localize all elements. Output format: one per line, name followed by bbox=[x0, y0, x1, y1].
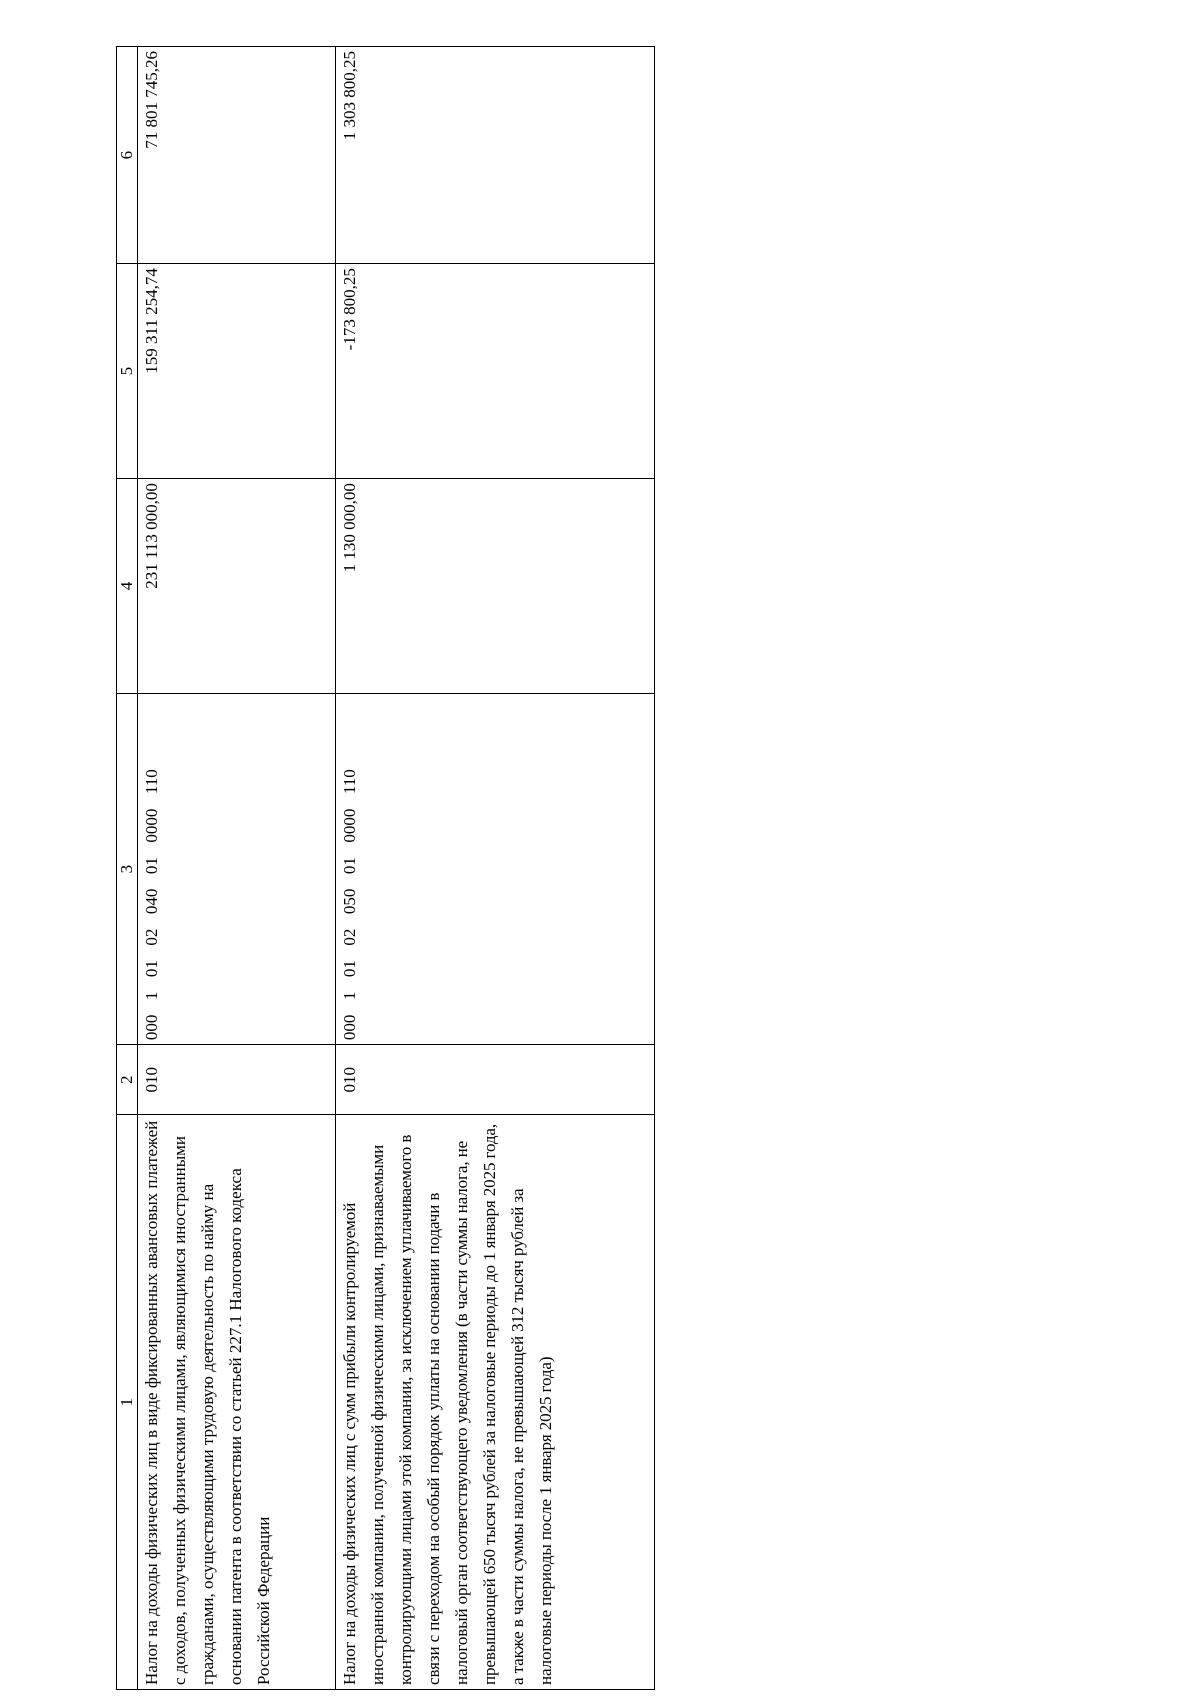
unexecuted-value: 71 801 745,26 bbox=[138, 47, 336, 264]
executed-value: -173 800,25 bbox=[336, 264, 655, 479]
income-item-name: Налог на доходы физических лиц в виде фиксированных авансовых платежей с доходов, полученных физическими лицами, являющимися иностранными гражданами, осуществляющими трудовую деятельность по найму на основании патента в соответствии со статьей 227.1 Налогового кодекса Российской Федерации bbox=[138, 1115, 336, 1690]
income-item-name: Налог на доходы физических лиц с сумм прибыли контролируемой иностранной компании, полученной физическими лицами, признаваемыми контролирующими лицами этой компании, за исключением уплачиваемого в связи с переходом на особый порядок уплаты на основании подачи в налоговый орган соответствующего уведомления (в части суммы налога, не превышающей 650 тысяч рублей за налоговые периоды до 1 января 2025 года, а также в части суммы налога, не превышающей 312 тысяч рублей за налоговые периоды после 1 января 2025 года) bbox=[336, 1115, 655, 1690]
column-number: 6 bbox=[117, 47, 138, 264]
column-number-row bbox=[117, 47, 138, 1690]
column-number: 1 bbox=[117, 1115, 138, 1690]
line-code: 010 bbox=[336, 1045, 655, 1115]
rotated-table-container bbox=[116, 46, 655, 1690]
approved-budget-value: 231 113 000,00 bbox=[138, 479, 336, 694]
budget-classification-code: 000 1 01 02 050 01 0000 110 bbox=[336, 694, 655, 1045]
budget-classification-code: 000 1 01 02 040 01 0000 110 bbox=[138, 694, 336, 1045]
line-code: 010 bbox=[138, 1045, 336, 1115]
budget-execution-table bbox=[116, 46, 655, 1690]
column-number: 3 bbox=[117, 694, 138, 1045]
executed-value: 159 311 254,74 bbox=[138, 264, 336, 479]
column-number: 2 bbox=[117, 1045, 138, 1115]
column-number: 4 bbox=[117, 479, 138, 694]
table-row bbox=[138, 47, 336, 1690]
column-number: 5 bbox=[117, 264, 138, 479]
unexecuted-value: 1 303 800,25 bbox=[336, 47, 655, 264]
table-row bbox=[336, 47, 655, 1690]
approved-budget-value: 1 130 000,00 bbox=[336, 479, 655, 694]
